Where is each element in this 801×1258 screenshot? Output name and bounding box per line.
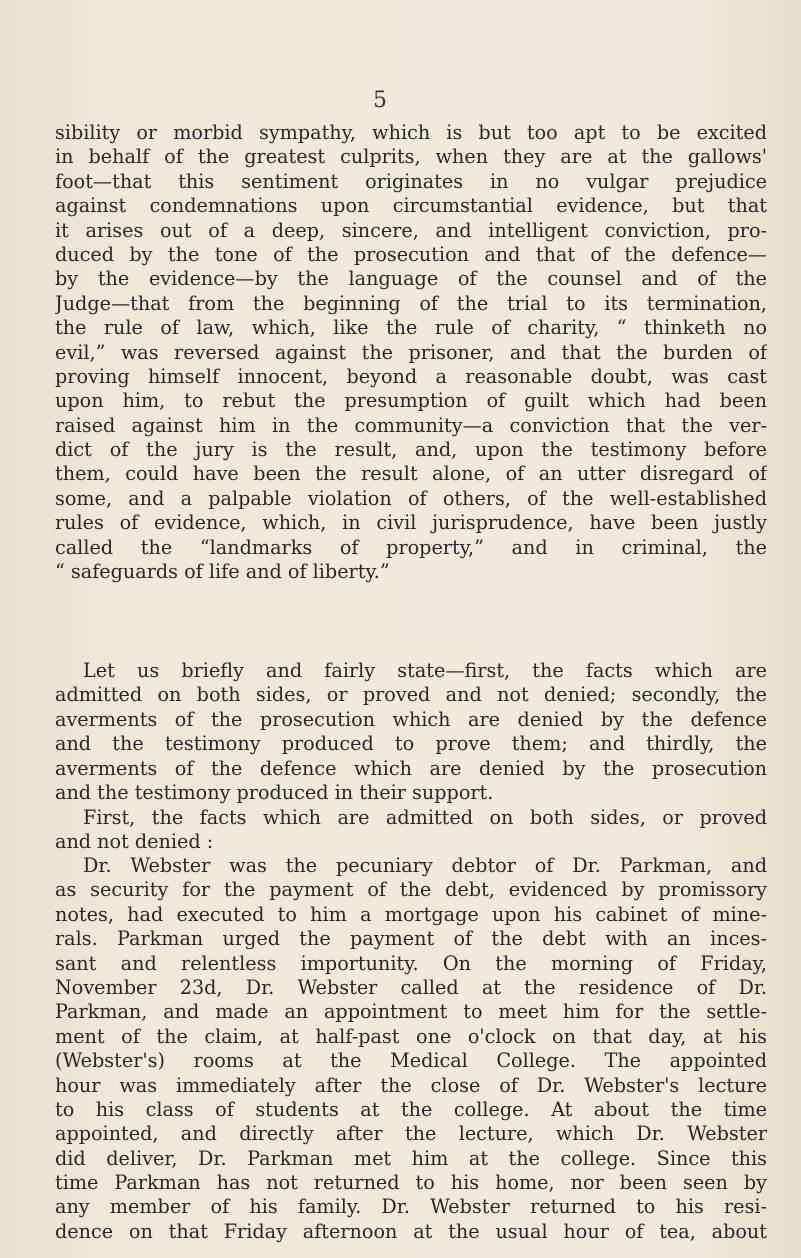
text-line: hour was immediately after the close of Dr. Webster's lecture [55, 1073, 767, 1097]
text-line: (Webster's) rooms at the Medical College. The appointed [55, 1049, 767, 1073]
text-line: Judge—that from the beginning of the trial to its termination, [55, 291, 767, 315]
paragraph-2 [55, 659, 767, 805]
text-line: the rule of law, which, like the rule of charity, “ thinketh no [55, 316, 767, 340]
text-line: Parkman, and made an appointment to meet him for the settle- [55, 1000, 767, 1024]
text-line: as security for the payment of the debt, evidenced by promissory [55, 878, 767, 902]
text-line: by the evidence—by the language of the counsel and of the [55, 267, 767, 291]
text-line: upon him, to rebut the presumption of guilt which had been [55, 389, 767, 413]
page-number: 5 [373, 88, 387, 113]
text-line: dence on that Friday afternoon at the usual hour of tea, about [55, 1219, 767, 1243]
paragraph-1 [55, 121, 767, 584]
text-line: some, and a palpable violation of others, of the well-established [55, 486, 767, 510]
text-line: “ safeguards of life and of liberty.” [55, 560, 390, 584]
text-line: sant and relentless importunity. On the morning of Friday, [55, 951, 767, 975]
text-line: Dr. Webster was the pecuniary debtor of Dr. Parkman, and [83, 854, 767, 877]
text-line: dict of the jury is the result, and, upon the testimony before [55, 438, 767, 462]
text-line: them, could have been the result alone, of an utter disregard of [55, 462, 767, 486]
text-line: November 23d, Dr. Webster called at the residence of Dr. [55, 975, 767, 999]
text-line: rules of evidence, which, in civil jurisprudence, have been justly [55, 511, 767, 535]
paragraph-3 [55, 806, 767, 855]
text-line: appointed, and directly after the lecture, which Dr. Webster [55, 1122, 767, 1146]
text-line: foot—that this sentiment originates in no vulgar prejudice [55, 169, 767, 193]
text-line: sibility or morbid sympathy, which is but too apt to be excited [55, 121, 767, 144]
text-line: in behalf of the greatest culprits, when they are at the gallows' [55, 145, 767, 169]
text-line: did deliver, Dr. Parkman met him at the college. Since this [55, 1146, 767, 1170]
text-line: duced by the tone of the prosecution and that of the defence— [55, 242, 767, 266]
text-line: ment of the claim, at half-past one o'clock on that day, at his [55, 1024, 767, 1048]
text-line: any member of his family. Dr. Webster returned to his resi- [55, 1195, 767, 1219]
text-line: called the “landmarks of property,” and in criminal, the [55, 535, 767, 559]
text-line: and the testimony produced to prove them; and thirdly, the [55, 732, 767, 756]
text-line: Let us briefly and fairly state—first, the facts which are [83, 659, 767, 682]
text-line: evil,” was reversed against the prisoner, and that the burden of [55, 340, 767, 364]
text-line: raised against him in the community—a conviction that the ver- [55, 413, 767, 437]
text-line: to his class of students at the college. At about the time [55, 1097, 767, 1121]
text-line: averments of the defence which are denied by the prosecution [55, 756, 767, 780]
text-line: averments of the prosecution which are denied by the defence [55, 707, 767, 731]
text-line: time Parkman has not returned to his home, nor been seen by [55, 1171, 767, 1195]
text-line: First, the facts which are admitted on both sides, or proved [83, 806, 767, 829]
paragraph-4 [55, 854, 767, 1244]
text-line: admitted on both sides, or proved and not denied; secondly, the [55, 683, 767, 707]
text-line: proving himself innocent, beyond a reasonable doubt, was cast [55, 364, 767, 388]
text-line: rals. Parkman urged the payment of the debt with an inces- [55, 927, 767, 951]
text-line: notes, had executed to him a mortgage upon his cabinet of mine- [55, 902, 767, 926]
text-line: against condemnations upon circumstantial evidence, but that [55, 194, 767, 218]
text-line: it arises out of a deep, sincere, and intelligent conviction, pro- [55, 218, 767, 242]
text-line: and the testimony produced in their support. [55, 780, 494, 804]
text-line: and not denied : [55, 830, 214, 854]
